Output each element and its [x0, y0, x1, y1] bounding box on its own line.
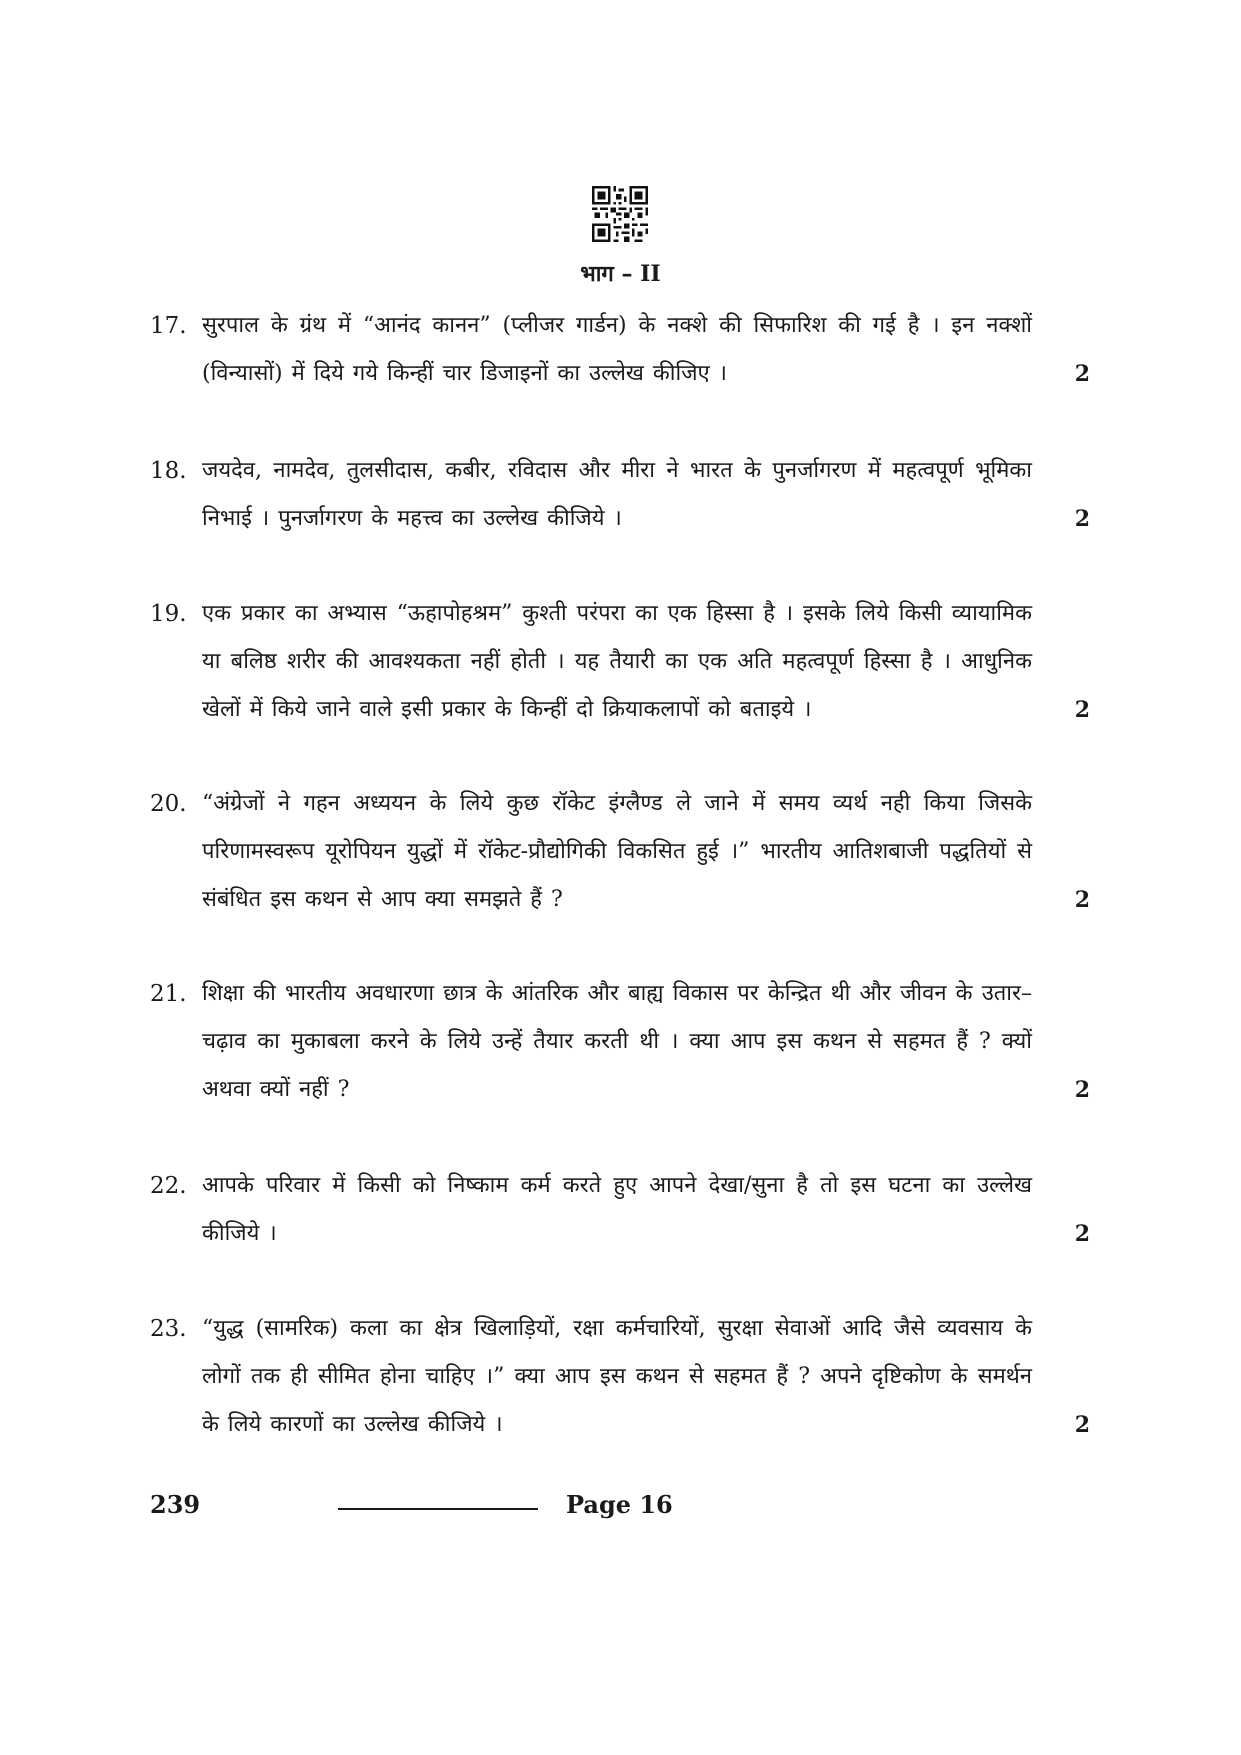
question-number: 18.	[150, 458, 187, 484]
question-text: आपके परिवार में किसी को निष्काम कर्म करते हुए आपने देखा/सुना है तो इस घटना का उल्लेख कीजिये ।	[202, 1173, 1032, 1246]
question-marks: 2	[1074, 1221, 1090, 1247]
question-20	[150, 780, 1090, 924]
question-number: 22.	[150, 1173, 187, 1199]
question-22	[150, 1162, 1090, 1258]
question-text: सुरपाल के ग्रंथ में “आनंद कानन” (प्लीजर गार्डन) के नक्शे की सिफारिश की गई है । इन नक्शों (विन्यासों) में दिये गये किन्हीं चार डिजाइनों का उल्लेख कीजिए ।	[202, 313, 1032, 386]
paper-code: 239	[150, 1490, 201, 1519]
question-marks: 2	[1074, 1077, 1090, 1103]
question-text: “अंग्रेजों ने गहन अध्ययन के लिये कुछ रॉकेट इंग्लैण्ड ले जाने में समय व्यर्थ नही किया जिसके परिणामस्वरूप यूरोपियन युद्धों में रॉकेट-प्रौद्योगिकी विकसित हुई ।” भारतीय आतिशबाजी पद्धतियों से संबंधित इस कथन से आप क्या समझते हैं ?	[202, 791, 1032, 912]
question-19	[150, 590, 1090, 734]
question-marks: 2	[1074, 1412, 1090, 1438]
question-text: जयदेव, नामदेव, तुलसीदास, कबीर, रविदास और मीरा ने भारत के पुनर्जागरण में महत्वपूर्ण भूमिका निभाई । पुनर्जागरण के महत्त्व का उल्लेख कीजिये ।	[202, 458, 1032, 531]
question-18	[150, 447, 1090, 543]
question-number: 23.	[150, 1316, 187, 1342]
footer-rule	[338, 1508, 538, 1510]
question-marks: 2	[1074, 697, 1090, 723]
question-text: “युद्ध (सामरिक) कला का क्षेत्र खिलाड़ियों, रक्षा कर्मचारियों, सुरक्षा सेवाओं आदि जैसे व्यवसाय के लोगों तक ही सीमित होना चाहिए ।” क्या आप इस कथन से सहमत हैं ? अपने दृष्टिकोण के समर्थन के लिये कारणों का उल्लेख कीजिये ।	[202, 1316, 1032, 1437]
question-marks: 2	[1074, 887, 1090, 913]
question-marks: 2	[1074, 361, 1090, 387]
question-number: 21.	[150, 981, 187, 1007]
question-text: शिक्षा की भारतीय अवधारणा छात्र के आंतरिक और बाह्य विकास पर केन्द्रित थी और जीवन के उतार–चढ़ाव का मुकाबला करने के लिये उन्हें तैयार करती थी । क्या आप इस कथन से सहमत हैं ? क्यों अथवा क्यों नहीं ?	[202, 981, 1032, 1102]
section-title: भाग – II	[580, 261, 661, 287]
question-number: 17.	[150, 313, 187, 339]
question-17	[150, 302, 1090, 398]
qr-code-icon	[590, 186, 650, 242]
question-text: एक प्रकार का अभ्यास “ऊहापोहश्रम” कुश्ती परंपरा का एक हिस्सा है । इसके लिये किसी व्यायामिक या बलिष्ठ शरीर की आवश्यकता नहीं होती । यह तैयारी का एक अति महत्वपूर्ण हिस्सा है । आधुनिक खेलों में किये जाने वाले इसी प्रकार के किन्हीं दो क्रियाकलापों को बताइये ।	[202, 601, 1032, 722]
page-number: Page 16	[566, 1490, 673, 1519]
question-21	[150, 970, 1090, 1114]
question-number: 20.	[150, 791, 187, 817]
question-23	[150, 1305, 1090, 1449]
question-marks: 2	[1074, 506, 1090, 532]
question-number: 19.	[150, 601, 187, 627]
